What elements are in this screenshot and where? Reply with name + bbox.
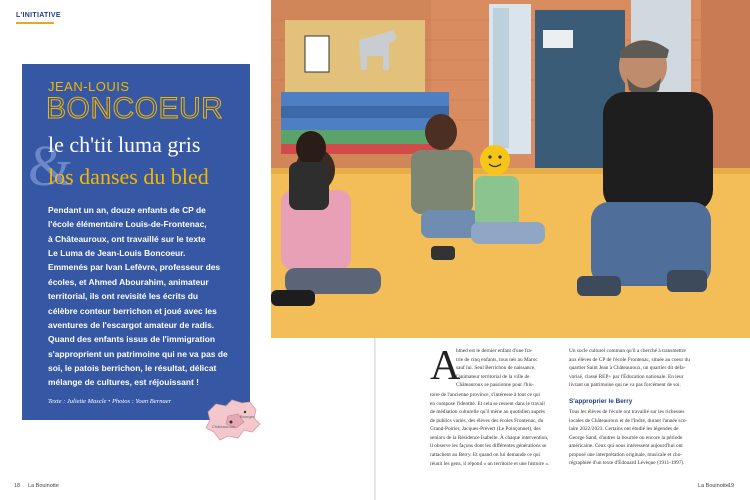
text-line: vorisé, classé REP+ par l'Éducation nationale. En leur: [569, 373, 684, 380]
text-line: quartier Saint Jean à Châteauroux, un quartier dit défa-: [569, 365, 686, 372]
text-line: hmed est le dernier enfant d'une fra-: [456, 348, 533, 354]
text-line: locales de Châteauroux et de l'Indre, durant l'année sco-: [569, 417, 688, 424]
article-column-2-top: [569, 347, 721, 390]
ampersand-decoration: &: [28, 133, 74, 198]
article-column-1-intro: [456, 347, 564, 390]
page-number-left: 18: [14, 483, 21, 489]
title-line-1: le ch'tit luma gris: [48, 132, 201, 157]
lede-line: mélange de cultures, est réjouissant !: [48, 377, 199, 388]
lede-line: s'approprient un patrimoine qui ne va pas de: [48, 348, 228, 359]
map-label-dept: Bourges: [240, 414, 255, 419]
author-first-name: JEAN-LOUIS: [48, 79, 130, 94]
article-column-2-body: [569, 408, 721, 468]
lede-line: Emmenés par Ivan Lefèvre, professeur des: [48, 262, 221, 273]
article-subheading: S'approprier le Berry: [569, 398, 633, 405]
lede-line: l'école élémentaire Louis-de-Frontenac,: [48, 219, 207, 230]
region-map: [198, 394, 268, 444]
article-dropcap: A: [430, 343, 461, 389]
text-line: sauf lui. Seul Berrichon de naissance,: [456, 365, 536, 372]
indre-map-icon: [198, 394, 268, 444]
article-column-1-body: [430, 391, 564, 468]
text-line: Tous les élèves de l'école ont travaillé sur les richesses: [569, 409, 685, 415]
lede-line: Pendant un an, douze enfants de CP de: [48, 205, 206, 215]
title-line-2: los danses du bled: [48, 164, 209, 189]
text-line: livrant un patrimoine qui ne va pas forcément de soi.: [569, 382, 681, 389]
lede-line: à Châteauroux, ont travaillé sur le texte: [48, 233, 206, 244]
classroom-photo: [271, 0, 750, 338]
text-line: américaine. Ceux qui nous intéressent aujourd'hui ont: [569, 443, 683, 450]
text-line: l'animateur territorial de la ville de: [456, 373, 530, 380]
page-number-right: 19: [728, 483, 735, 489]
lede-paragraph: [48, 203, 242, 390]
text-line: Grand-Poirier, Jacques-Prévert (Le Poinçonnet), des: [430, 426, 541, 433]
text-line: aux élèves de CP de l'école Frontenac, située au coeur du: [569, 356, 690, 363]
text-line: en compose l'identité. Et cela se ressent dans le travail: [430, 400, 545, 407]
lede-line: Le Luma de Jean-Louis Boncoeur.: [48, 248, 186, 259]
text-line: réunit les gens, il répond « un territoire et une histoire ».: [430, 460, 550, 467]
magazine-name-right: La Bouinotte: [698, 483, 729, 489]
text-line: de médiation culturelle qu'il mène au quotidien auprès: [430, 409, 545, 416]
lede-line: célèbre conteur berrichon et joué avec les: [48, 305, 217, 316]
lede-line: écoles, et Ahmed Abourahim, animateur: [48, 276, 209, 287]
text-line: Châteauroux se passionne pour l'his-: [456, 382, 534, 389]
text-line: toire de l'ancienne province, s'intéresse à tout ce qui: [430, 392, 541, 398]
text-line: seniors de la Résidence Isabelle. À chaque intervention,: [430, 434, 549, 441]
section-tag-underline: [16, 22, 54, 24]
text-line: régraphiée d'un texte d'Édouard Lévèque (1911-1997).: [569, 460, 685, 467]
text-line: rattachent au Berry. Et quand on lui demande ce qui: [430, 452, 540, 459]
photo-illustration: [271, 0, 750, 338]
text-line: trie de cinq enfants, tous nés au Maroc: [456, 356, 538, 363]
text-line: George Sand, d'autres la bourrée ou encore la période: [569, 434, 683, 441]
text-line: Un socle culturel commun qu'il a cherché à transmettre: [569, 348, 686, 354]
lede-line: territorial, ils ont revisité les écrits du: [48, 291, 199, 302]
text-line: de publics variés, des élèves des écoles Frontenac, du: [430, 417, 544, 424]
lede-line: soi, le patois berrichon, le résultat, délicat: [48, 362, 217, 373]
text-line: laire 2022/2023. Certains ont étudié les légendes de: [569, 426, 679, 433]
magazine-name-left: La Bouinotte: [28, 483, 59, 489]
author-last-name: BONCOEUR: [46, 92, 224, 125]
lede-line: aventures de l'escargot amateur de radis.: [48, 319, 215, 330]
map-label-city: Châteauroux: [212, 424, 235, 429]
text-line: proposé une interprétation originale, musicale et cho-: [569, 451, 683, 458]
section-tag: L'INITIATIVE: [16, 12, 61, 19]
text-line: il observe les façons dont les différentes générations se: [430, 443, 547, 450]
photo-text-credits: Texte : Juliette Mascle • Photos : Yoan Bernaer: [48, 398, 172, 405]
lede-line: Quand des enfants issus de l'immigration: [48, 334, 216, 345]
